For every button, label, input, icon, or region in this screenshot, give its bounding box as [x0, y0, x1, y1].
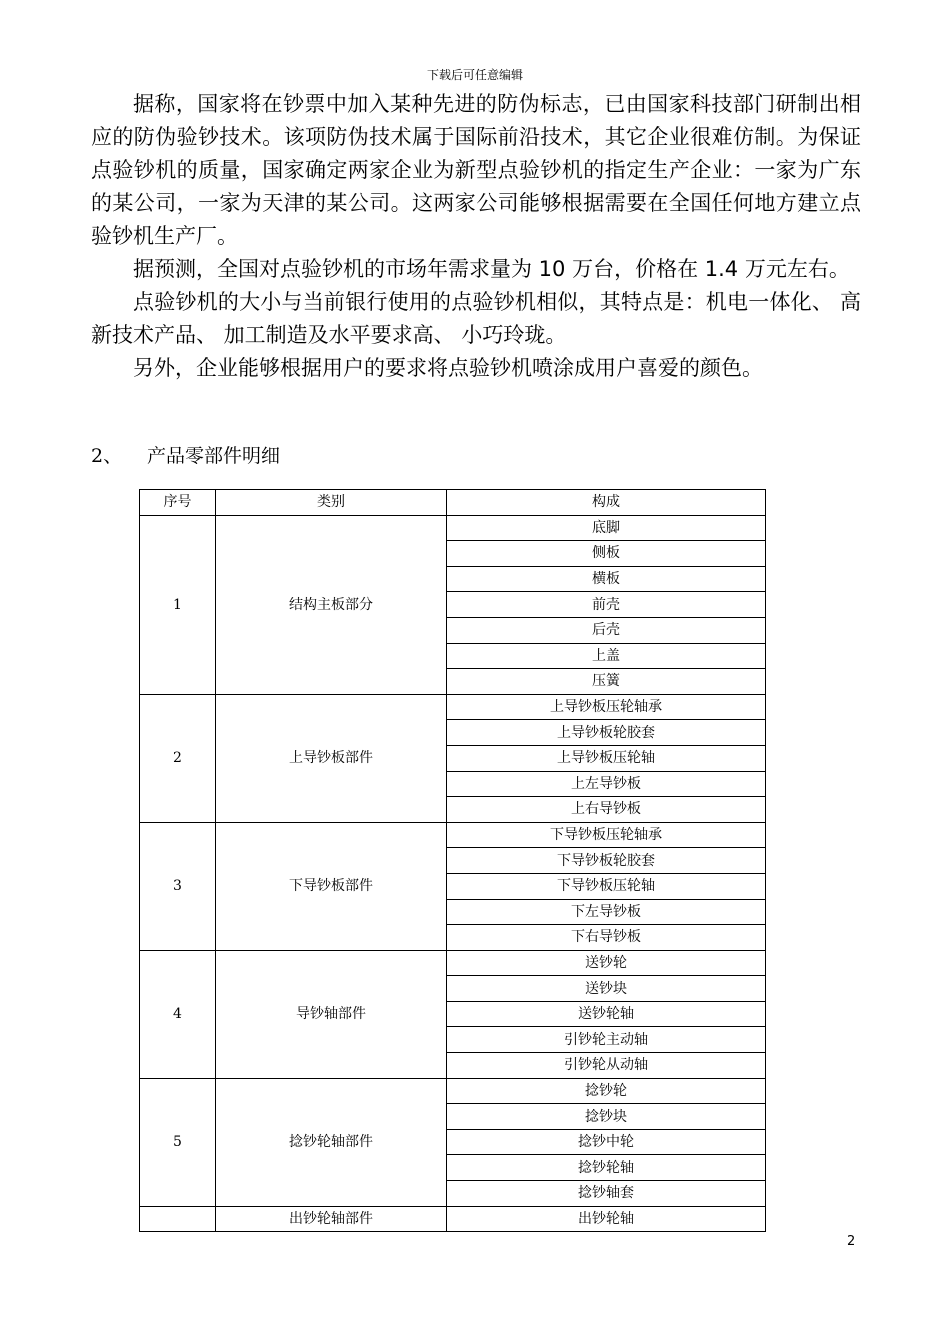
paragraph: 另外，企业能够根据用户的要求将点验钞机喷涂成用户喜爱的颜色。 [133, 356, 763, 380]
section-title: 产品零部件明细 [147, 445, 281, 467]
component-cell: 捻钞轴套 [447, 1181, 766, 1207]
component-cell: 下导钞板压轮轴承 [447, 822, 766, 848]
group-category: 导钞轴部件 [216, 950, 447, 1078]
component-cell: 引钞轮主动轴 [447, 1027, 766, 1053]
group-number [140, 1206, 216, 1232]
component-cell: 前壳 [447, 592, 766, 618]
component-cell: 捻钞中轮 [447, 1129, 766, 1155]
component-cell: 下导钞板压轮轴 [447, 873, 766, 899]
component-cell: 下右导钞板 [447, 925, 766, 951]
component-cell: 出钞轮轴 [447, 1206, 766, 1232]
paragraph: 点验钞机的大小与当前银行使用的点验钞机相似，其特点是：机电一体化、 高新技术产品、 加工制造及水平要求高、 小巧玲珑。 [91, 290, 861, 347]
group-number: 3 [140, 822, 216, 950]
section-number: 2、 [91, 445, 123, 467]
component-cell: 捻钞轮轴 [447, 1155, 766, 1181]
group-number: 2 [140, 694, 216, 822]
group-number: 5 [140, 1078, 216, 1206]
component-cell: 压簧 [447, 669, 766, 695]
table-row [140, 694, 766, 720]
table-row [140, 1078, 766, 1104]
component-cell: 下左导钞板 [447, 899, 766, 925]
component-cell: 上右导钞板 [447, 797, 766, 823]
page-number: 2 [847, 1234, 856, 1249]
component-cell: 上盖 [447, 643, 766, 669]
component-cell: 送钞块 [447, 976, 766, 1002]
table-header-row [140, 490, 766, 516]
component-cell: 捻钞块 [447, 1104, 766, 1130]
header-composition: 构成 [447, 490, 766, 516]
group-category: 下导钞板部件 [216, 822, 447, 950]
group-number: 4 [140, 950, 216, 1078]
component-cell: 上导钞板轮胶套 [447, 720, 766, 746]
component-cell: 上导钞板压轮轴承 [447, 694, 766, 720]
section-heading [91, 441, 280, 471]
group-category: 结构主板部分 [216, 515, 447, 694]
table-row [140, 1206, 766, 1232]
component-cell: 送钞轮轴 [447, 1001, 766, 1027]
parts-table [139, 489, 766, 1232]
component-cell: 侧板 [447, 541, 766, 567]
paragraph: 据预测，全国对点验钞机的市场年需求量为 10 万台，价格在 1.4 万元左右。 [133, 257, 850, 281]
component-cell: 引钞轮从动轴 [447, 1053, 766, 1079]
group-category: 出钞轮轴部件 [216, 1206, 447, 1232]
header-category: 类别 [216, 490, 447, 516]
body-text [91, 88, 861, 385]
group-number: 1 [140, 515, 216, 694]
table-row [140, 515, 766, 541]
page-header: 下载后可任意编辑 [426, 68, 523, 82]
component-cell: 上左导钞板 [447, 771, 766, 797]
table-row [140, 822, 766, 848]
paragraph: 据称，国家将在钞票中加入某种先进的防伪标志，已由国家科技部门研制出相应的防伪验钞技术。该项防伪技术属于国际前沿技术，其它企业很难仿制。为保证点验钞机的质量，国家确定两家企业为新型点验钞机的指定生产企业：一家为广东的某公司，一家为天津的某公司。这两家公司能够根据需要在全国任何地方建立点验钞机生产厂。 [91, 92, 861, 248]
component-cell: 横板 [447, 566, 766, 592]
component-cell: 底脚 [447, 515, 766, 541]
header-no: 序号 [140, 490, 216, 516]
component-cell: 捻钞轮 [447, 1078, 766, 1104]
table-row [140, 950, 766, 976]
component-cell: 下导钞板轮胶套 [447, 848, 766, 874]
component-cell: 上导钞板压轮轴 [447, 745, 766, 771]
group-category: 捻钞轮轴部件 [216, 1078, 447, 1206]
component-cell: 送钞轮 [447, 950, 766, 976]
component-cell: 后壳 [447, 617, 766, 643]
group-category: 上导钞板部件 [216, 694, 447, 822]
